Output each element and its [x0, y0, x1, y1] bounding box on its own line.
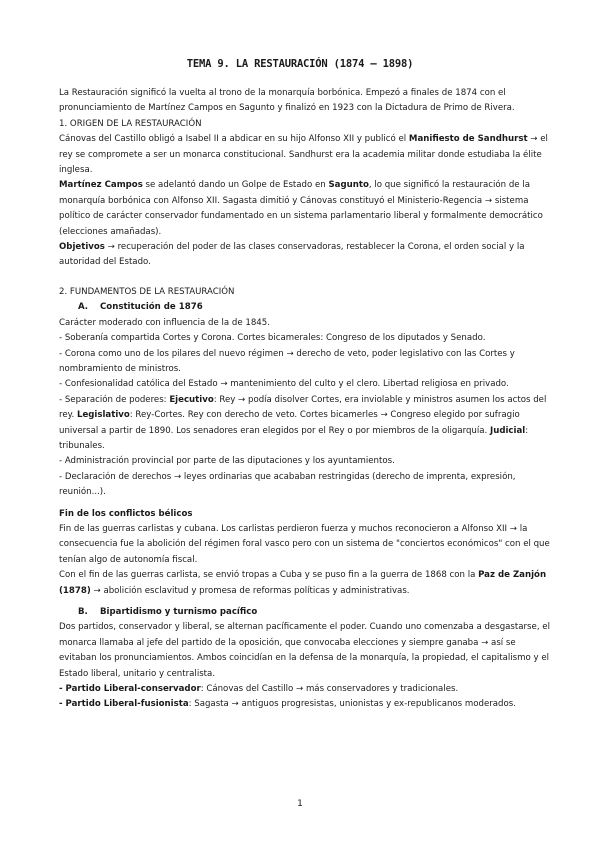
- subsection-a-line-4: - Confesionalidad católica del Estado → mantenimiento del culto y el clero. Libertad religiosa en privado.: [59, 379, 509, 390]
- subsection-a-line-3: - Corona como uno de los pilares del nuevo régimen → derecho de veto, poder legislativo con las Cortes y nombramiento de ministros.: [59, 348, 515, 374]
- section-1-heading: 1. ORIGEN DE LA RESTAURACIÓN: [59, 118, 202, 129]
- subsection-a-heading: A. Constitución de 1876: [78, 302, 203, 313]
- party-conservador: - Partido Liberal-conservador: Cánovas del Castillo → más conservadores y tradicionales.: [59, 684, 459, 695]
- section-1-paragraph-2: Martínez Campos se adelantó dando un Golpe de Estado en Sagunto, lo que significó la restauración de la monarquía borbónica con Alfonso XII. Sagasta dimitió y Cánovas constituyó el Ministerio-Regencia → sistema político de carácter conservador fundamentado en un sistema parlamentario liberal y formalmente democrático (elecciones amañadas).: [59, 180, 543, 237]
- document-title: TEMA 9. LA RESTAURACIÓN (1874 – 1898): [186, 58, 414, 70]
- intro-paragraph: La Restauración significó la vuelta al trono de la monarquía borbónica. Empezó a finales de 1874 con el pronunciamiento de Martínez Campos en Sagunto y finalizó en 1923 con la Dictadura de Primo de Rivera.: [59, 88, 515, 114]
- subsection-a-line-1: Carácter moderado con influencia de la de 1845.: [59, 317, 270, 328]
- party-fusionista: - Partido Liberal-fusionista: Sagasta → antiguos progresistas, unionistas y ex-republicanos moderados.: [59, 699, 516, 710]
- war-paragraph-1: Fin de las guerras carlistas y cubana. Los carlistas perdieron fuerza y muchos reconocieron a Alfonso XII → la consecuencia fue la abolición del régimen foral vasco pero con un sistema de "conciertos económicos" con el que tenían algo de autonomía fiscal.: [59, 523, 550, 565]
- section-1-paragraph-1: Cánovas del Castillo obligó a Isabel II a abdicar en su hijo Alfonso XII y publicó el Manifiesto de Sandhurst → el rey se compromete a ser un monarca constitucional. Sandhurst era la academia militar donde estudiaba la élite inglesa.: [59, 134, 548, 176]
- page-number: 1: [297, 799, 303, 809]
- document-body: [59, 86, 551, 713]
- section-1-paragraph-3: Objetivos → recuperación del poder de las clases conservadoras, restablecer la Corona, el orden social y la autoridad del Estado.: [59, 242, 525, 268]
- spacer: [59, 271, 551, 285]
- subsection-a-line-5: - Separación de poderes: Ejecutivo: Rey → podía disolver Cortes, era inviolable y ministros asumen los actos del rey. Legislativo: Rey-Cortes. Rey con derecho de veto. Cortes bicamerles → Congreso elegido por sufragio universal a partir de 1890. Los senadores eran elegidos por el Rey o por miembros de la oligarquía. Judicial: tribunales.: [59, 394, 547, 451]
- war-heading: Fin de los conflictos bélicos: [59, 508, 193, 519]
- subsection-b-heading: B. Bipartidismo y turnismo pacífico: [78, 607, 258, 617]
- subsection-a-line-2: - Soberanía compartida Cortes y Corona. Cortes bicamerales: Congreso de los diputados y Senado.: [59, 333, 486, 344]
- subsection-a-line-7: - Declaración de derechos → leyes ordinarias que acababan restringidas (derecho de imprenta, expresión, reunión...).: [59, 471, 516, 498]
- war-paragraph-2: Con el fin de las guerras carlista, se envió tropas a Cuba y se puso fin a la guerra de 1868 con la Paz de Zanjón (1878) → abolición esclavitud y promesa de reformas políticas y administrativas.: [59, 570, 547, 596]
- subsection-b-paragraph: Dos partidos, conservador y liberal, se alternan pacíficamente el poder. Cuando uno comenzaba a desgastarse, el monarca llamaba al jefe del partido de la oposición, que convocaba elecciones y siempre ganaba → así se evitaban los pronunciamientos. Ambos coincidían en la defensa de la monarquía, la propiedad, el capitalismo y el Estado liberal, unitario y centralista.: [59, 622, 550, 679]
- subsection-a-line-6: - Administración provincial por parte de las diputaciones y los ayuntamientos.: [59, 456, 395, 467]
- section-2-heading: 2. FUNDAMENTOS DE LA RESTAURACIÓN: [59, 286, 235, 297]
